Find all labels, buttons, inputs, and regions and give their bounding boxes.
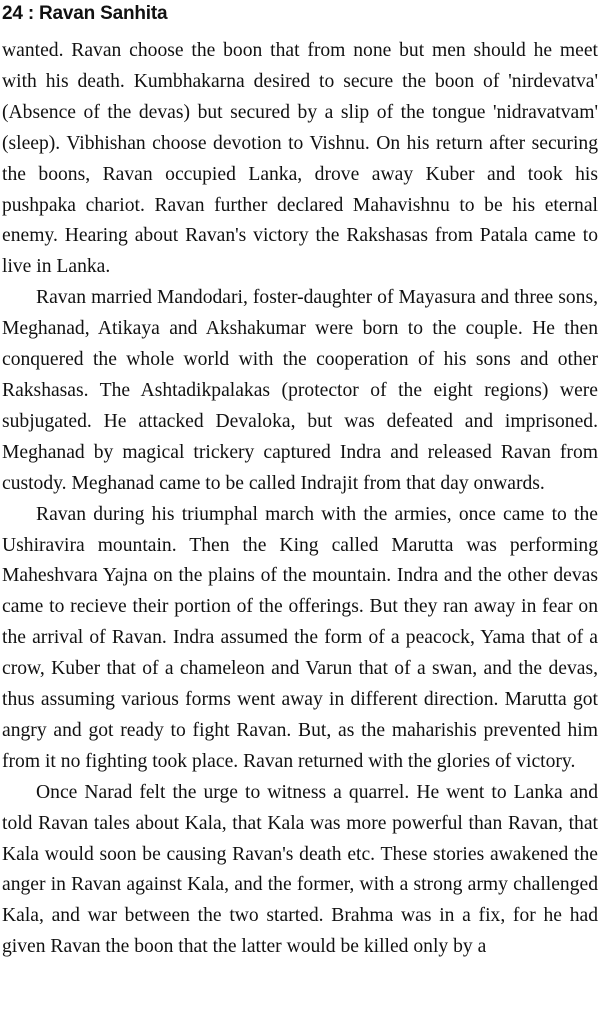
paragraph-2: Ravan married Mandodari, foster-daughter of Mayasura and three sons, Meghanad, Atikaya and Akshakumar were born to the couple. He then conquered the whole world with the cooperation of his sons and other Rakshasas. The Ashtadikpalakas (protector of the eight regions) were subjugated. He attacked Devaloka, but was defeated and imprisoned. Meghanad by magical trickery captured Indra and released Ravan from custody. Meghanad came to be called Indrajit from that day onwards.: [2, 287, 598, 494]
paragraph-1: wanted. Ravan choose the boon that from none but men should he meet with his death. Kumbhakarna desired to secure the boon of 'nirdevatva' (Absence of the devas) but secured by a slip of the tongue 'nidravatvam' (sleep). Vibhishan choose devotion to Vishnu. On his return after securing the boons, Ravan occupied Lanka, drove away Kuber and took his pushpaka chariot. Ravan further declared Mahavishnu to be his eternal enemy. Hearing about Ravan's victory the Rakshasas from Patala came to live in Lanka.: [2, 40, 598, 278]
paragraph-4: Once Narad felt the urge to witness a quarrel. He went to Lanka and told Ravan tales about Kala, that Kala was more powerful than Ravan, that Kala would soon be causing Ravan's death etc. These stories awakened the anger in Ravan against Kala, and the former, with a strong army challenged Kala, and war between the two started. Brahma was in a fix, for he had given Ravan the boon that the latter would be killed only by a: [2, 781, 598, 958]
running-head: 24 : Ravan Sanhita: [2, 3, 168, 24]
paragraph-3: Ravan during his triumphal march with the armies, once came to the Ushiravira mountain. Then the King called Marutta was performing Maheshvara Yajna on the plains of the mountain. Indra and the other devas came to recieve their portion of the offerings. But they ran away in fear on the arrival of Ravan. Indra assumed the form of a peacock, Yama that of a crow, Kuber that of a chameleon and Varun that of a swan, and the devas, thus assuming various forms went away in different direction. Marutta got angry and got ready to fight Ravan. But, as the maharishis prevented him from it no fighting took place. Ravan returned with the glories of victory.: [2, 503, 598, 772]
